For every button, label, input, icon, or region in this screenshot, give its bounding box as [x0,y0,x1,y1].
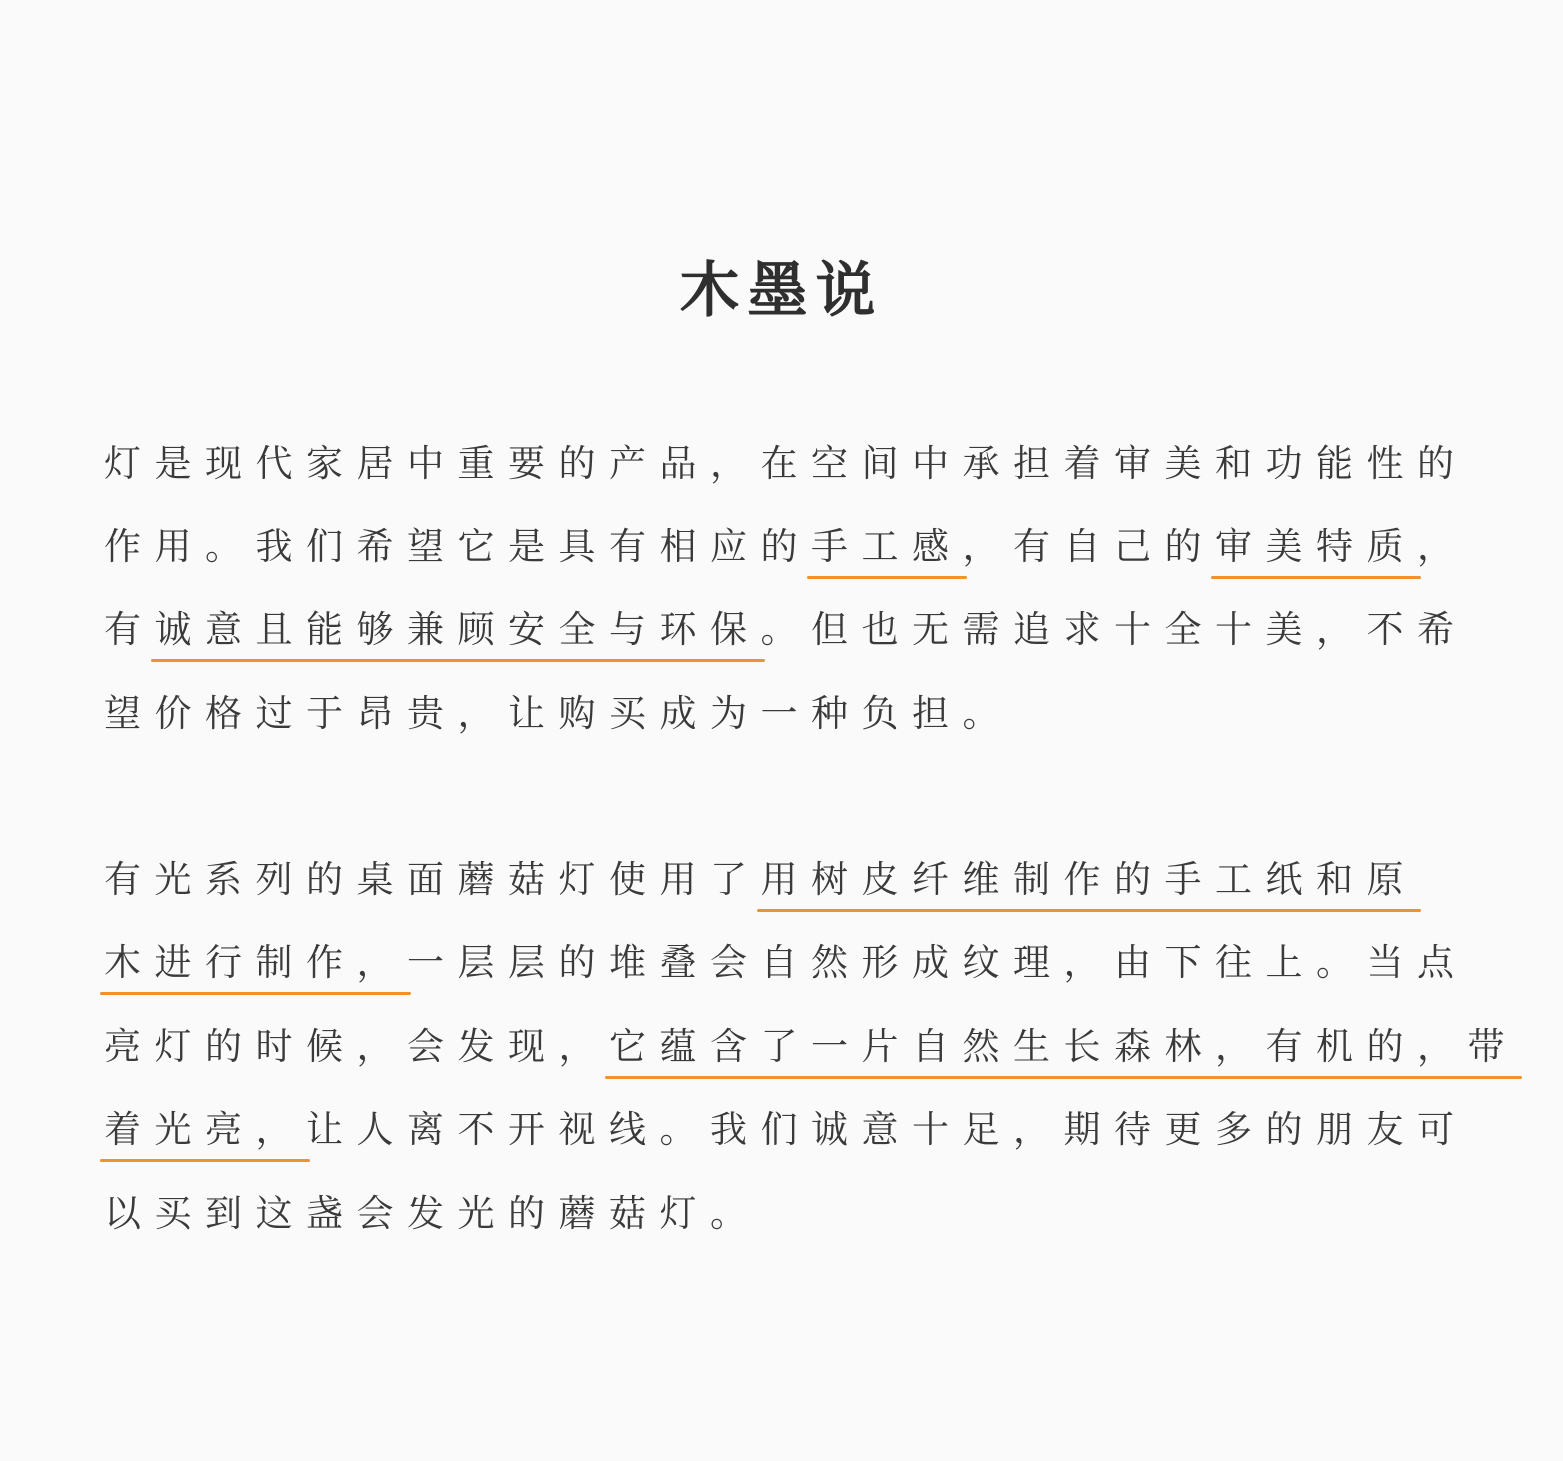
text-line [104,1019,1518,1075]
text-segment: 有光系列的桌面蘑菇灯使用了 [104,858,761,901]
text-segment: 以买到这盏会发光的蘑菇灯。 [104,1192,761,1235]
highlighted-phrase: 木进行制作， [104,935,407,991]
text-line [104,602,1468,658]
text-segment: 。但也无需追求十全十美，不希 [760,608,1468,651]
highlighted-phrase: 诚意且能够兼顾安全与环保 [155,602,761,658]
text-segment: 一层层的堆叠会自然形成纹理，由下往上。当点 [407,941,1468,984]
highlighted-phrase: 用树皮纤维制作的手工纸和原 [761,852,1418,908]
text-segment: 望价格过于昂贵，让购买成为一种负担。 [104,692,1013,735]
highlighted-phrase: 着光亮， [104,1102,306,1158]
text-segment: ，有自己的 [962,525,1215,568]
text-segment: ， [1417,525,1468,568]
text-line [104,1102,1468,1158]
text-segment: 作用。我们希望它是具有相应的 [104,525,811,568]
text-line [104,686,1013,742]
text-line [104,935,1468,991]
text-segment: 有 [104,608,155,651]
text-line [104,519,1468,575]
highlighted-phrase: 审美特质 [1215,519,1417,575]
article-title: 木墨说 [679,256,884,326]
text-line [104,1186,761,1242]
highlighted-phrase: 手工感 [811,519,963,575]
highlighted-phrase: 它蕴含了一片自然生长森林，有机的，带 [609,1019,1518,1075]
text-segment: 灯是现代家居中重要的产品，在空间中承担着审美和功能性的 [104,442,1468,485]
text-line [104,436,1468,492]
text-line [104,852,1417,908]
text-segment: 让人离不开视线。我们诚意十足，期待更多的朋友可 [306,1108,1468,1151]
text-segment: 亮灯的时候，会发现， [104,1025,609,1068]
